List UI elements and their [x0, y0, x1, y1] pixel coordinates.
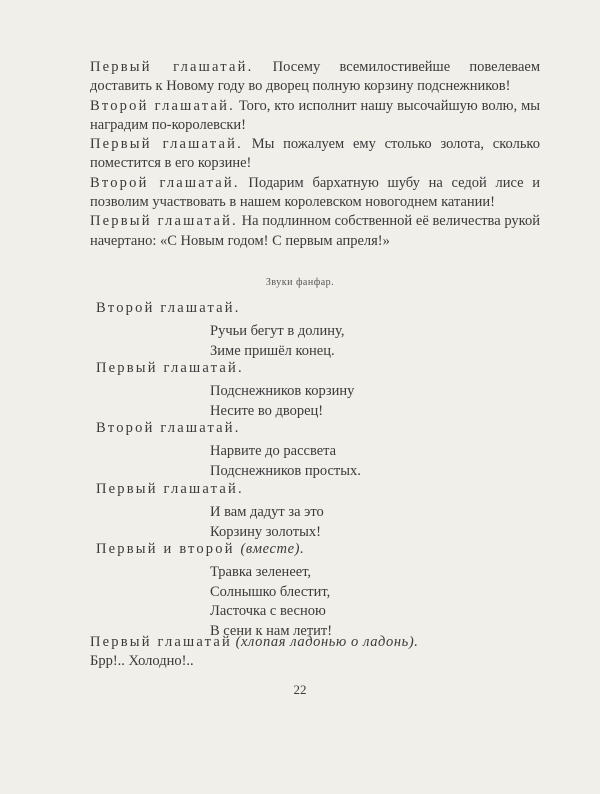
verse-speaker: Второй глашатай. — [96, 420, 241, 436]
speaker-remark: (хлопая ладонью о ладонь). — [235, 634, 419, 650]
speech-text: Мы пожалуем ему столько золота, сколько поместится в его корзине! — [90, 136, 540, 172]
verse-block — [210, 442, 361, 481]
speaker-remark: (вместе). — [240, 541, 305, 557]
verse-block — [210, 322, 344, 361]
speech-text: На подлинном собственной её величества рукой начертано: «С Новым годом! С первым апреля!» — [90, 213, 541, 249]
verse-speaker: Второй глашатай. — [96, 300, 241, 316]
verse-line: И вам дадут за это — [210, 504, 324, 520]
verse-line: Травка зеленеет, — [210, 564, 312, 580]
speaker-name: Первый глашатай — [90, 634, 232, 650]
speaker-name: Первый глашатай. — [90, 59, 254, 75]
verse-line: Ласточка с весною — [210, 603, 326, 619]
prose-block — [90, 58, 540, 251]
prose-paragraph — [90, 58, 540, 97]
speaker-name: Первый глашатай. — [90, 213, 238, 230]
prose-paragraph — [90, 174, 540, 213]
verse-line: Подснежников корзину — [210, 383, 355, 399]
verse-block — [210, 382, 354, 421]
speech-text: Того, кто исполнит нашу высочайшую волю, мы наградим по-королевски! — [90, 97, 540, 133]
prose-paragraph — [90, 212, 540, 251]
verse-line: Нарвите до рассвета — [210, 443, 337, 459]
speaker-name: Первый глашатай. — [90, 136, 243, 153]
verse-speaker: Первый глашатай. — [96, 360, 244, 376]
speaker-name: Второй глашатай. — [90, 97, 235, 114]
prose-paragraph — [90, 97, 540, 136]
speaker-name: Второй глашатай. — [90, 174, 240, 191]
verse-line: Солнышко блестит, — [210, 583, 331, 600]
speaker-name: Первый и второй — [96, 541, 235, 557]
page-number: 22 — [293, 682, 307, 697]
verse-speaker — [96, 541, 304, 558]
verse-line: Несите во дворец! — [210, 402, 324, 419]
closing-block — [90, 633, 540, 672]
verse-line: Зиме пришёл конец. — [210, 342, 335, 359]
speech-text: Брр!.. Холодно!.. — [90, 653, 194, 670]
verse-line: Корзину золотых! — [210, 523, 321, 540]
prose-paragraph — [90, 633, 540, 652]
speech-text: Посему всемилостивейше повелеваем доставить к Новому году во дворец полную корзину подснежников! — [90, 59, 540, 95]
speech-text: Подарим бархатную шубу на седой лисе и позволим участвовать в нашем королевском новогоднем катании! — [90, 174, 540, 211]
verse-line: В сени к нам летит! — [210, 622, 333, 639]
verse-block — [210, 503, 324, 542]
verse-block — [210, 563, 332, 641]
prose-paragraph — [90, 135, 540, 174]
verse-line: Ручьи бегут в долину, — [210, 323, 345, 339]
verse-line: Подснежников простых. — [210, 462, 361, 479]
stage-direction: Звуки фанфар. — [265, 277, 335, 288]
verse-speaker: Первый глашатай. — [96, 481, 244, 497]
